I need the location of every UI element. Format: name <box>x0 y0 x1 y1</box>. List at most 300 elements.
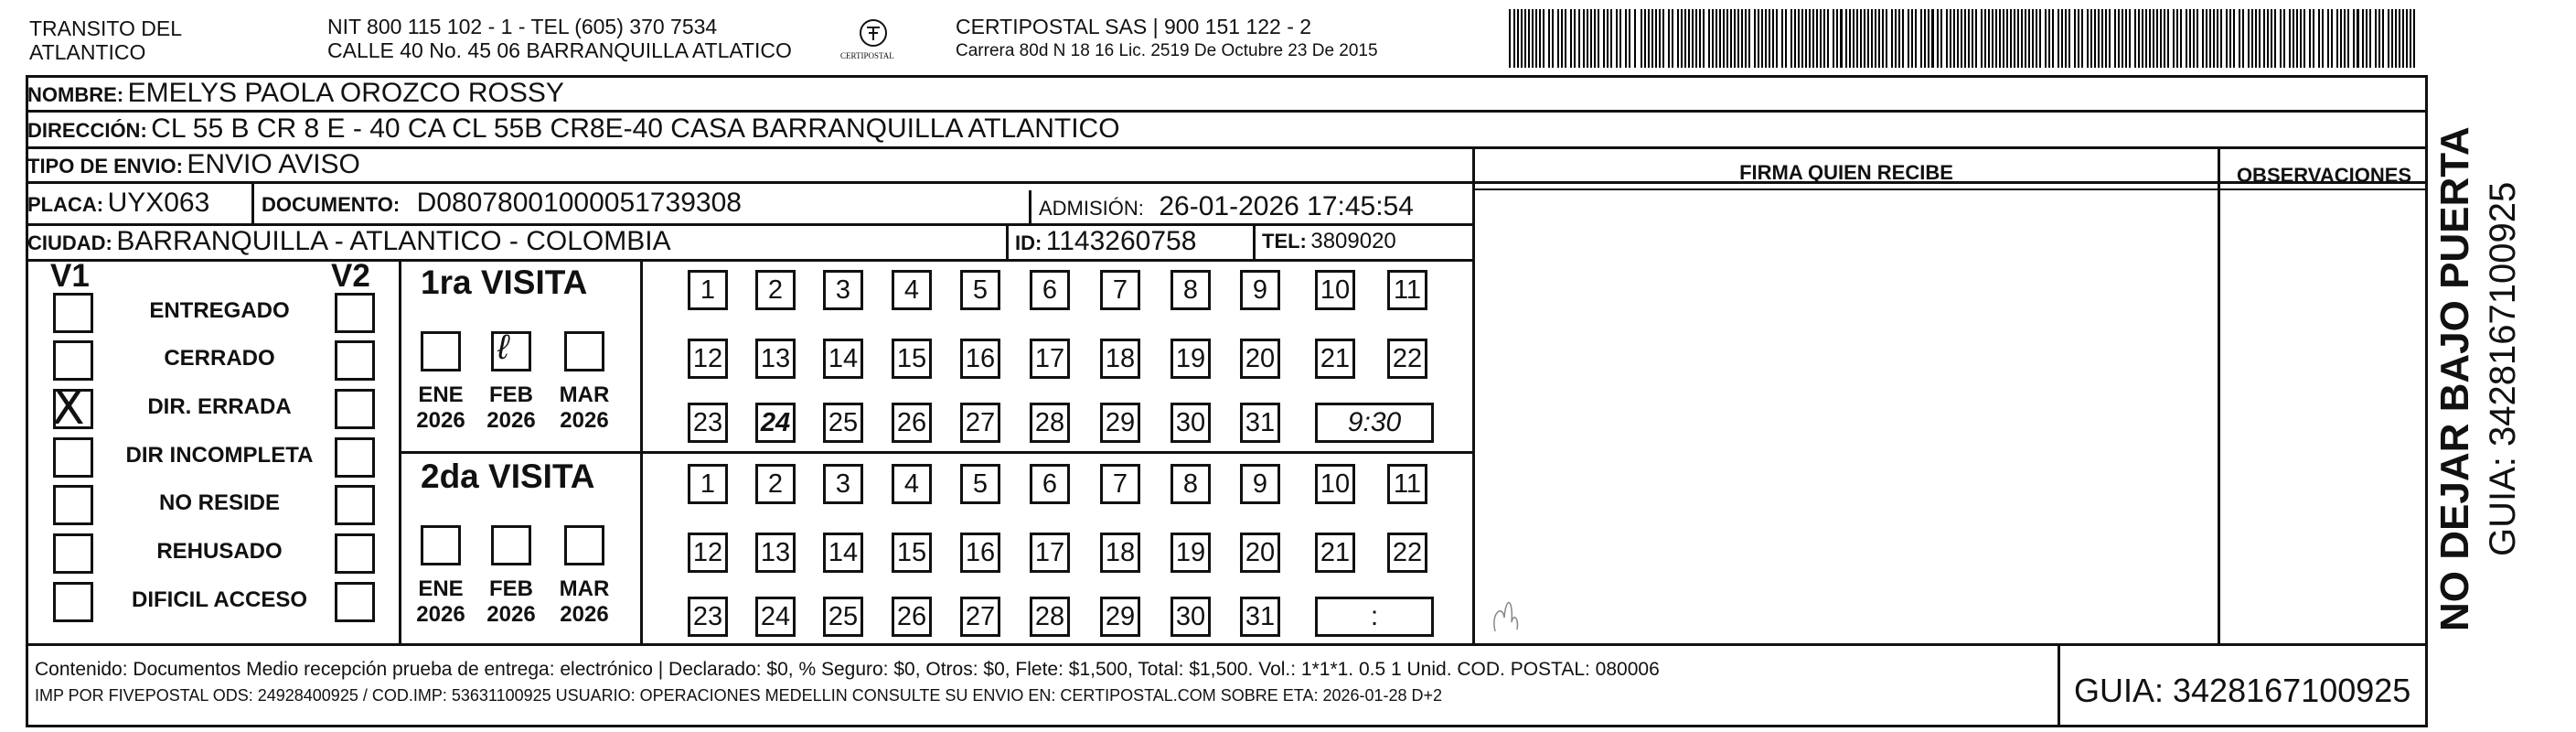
issuer-nit: NIT 800 115 102 - 1 - TEL (605) 370 7534 <box>327 15 718 38</box>
barcode-bar <box>2362 9 2364 68</box>
barcode-bar <box>2193 9 2195 68</box>
barcode-bar <box>2209 9 2211 68</box>
day-box[interactable]: 1 <box>688 270 728 310</box>
year-label: 2026 <box>486 602 536 627</box>
barcode-bar <box>1730 9 1732 68</box>
v1-checkbox[interactable] <box>53 437 93 478</box>
barcode-bar <box>2065 9 2067 68</box>
barcode-bar <box>1634 9 1636 68</box>
barcode-bar <box>2164 9 2165 68</box>
day-box[interactable]: 19 <box>1170 533 1211 573</box>
barcode-bar <box>2145 9 2147 68</box>
barcode-bar <box>2375 9 2377 68</box>
barcode-bar <box>2078 9 2079 68</box>
barcode-bar <box>1875 9 1876 68</box>
status-option-label: REHUSADO <box>156 539 283 564</box>
barcode-bar <box>2293 9 2294 68</box>
time-box[interactable] <box>1315 403 1434 443</box>
barcode-bar <box>1950 9 1951 68</box>
barcode-bar <box>2220 9 2222 68</box>
barcode-bar <box>1552 9 1554 68</box>
barcode-bar <box>1878 9 1880 68</box>
barcode-bar <box>1785 9 1787 68</box>
barcode-bar <box>2105 9 2107 68</box>
day-box[interactable]: 19 <box>1170 339 1211 379</box>
day-box[interactable]: 15 <box>892 533 932 573</box>
status-option-label: CERRADO <box>164 346 275 371</box>
day-box[interactable]: 31 <box>1240 403 1280 443</box>
barcode-bar <box>1703 9 1705 68</box>
day-box[interactable]: 18 <box>1100 339 1140 379</box>
documento-row <box>262 187 742 220</box>
barcode-bar <box>2303 9 2305 68</box>
barcode-bar <box>1659 9 1661 68</box>
company-license: Carrera 80d N 18 16 Lic. 2519 De Octubre 23 De 2015 <box>956 41 1378 60</box>
barcode-bar <box>1940 9 1942 68</box>
barcode-bar <box>2399 9 2400 68</box>
barcode-bar <box>1548 9 1550 68</box>
barcode-bar <box>1681 9 1683 68</box>
barcode-bar <box>1509 9 1511 68</box>
v1-checkbox[interactable] <box>53 293 93 333</box>
barcode-bar <box>2378 9 2380 68</box>
day-box[interactable]: 13 <box>755 533 796 573</box>
signature-area[interactable] <box>1475 192 2218 643</box>
barcode-bar <box>2090 9 2092 68</box>
day-box[interactable]: 5 <box>960 270 1000 310</box>
issuer-name-line2: ATLANTICO <box>29 40 146 64</box>
day-box[interactable]: 30 <box>1170 597 1211 637</box>
first-visit-title: 1ra VISITA <box>421 264 588 301</box>
barcode-bar <box>1625 9 1627 68</box>
day-box[interactable]: 22 <box>1387 533 1427 573</box>
day-box[interactable]: 12 <box>688 339 728 379</box>
barcode-bar <box>1662 9 1664 68</box>
barcode-bar <box>1734 9 1736 68</box>
signature-scribble <box>1486 586 1532 640</box>
barcode-bar <box>2318 9 2320 68</box>
direccion-label: DIRECCIÓN: <box>27 119 147 142</box>
barcode-bar <box>2366 9 2368 68</box>
barcode-bar <box>1772 9 1774 68</box>
barcode-bar <box>1827 9 1829 68</box>
barcode-bar <box>2094 9 2096 68</box>
barcode-bar <box>1964 9 1966 68</box>
day-box[interactable]: 29 <box>1100 403 1140 443</box>
issuer-address: CALLE 40 No. 45 06 BARRANQUILLA ATLATICO <box>327 38 792 62</box>
barcode-bar <box>2251 9 2253 68</box>
barcode-bar <box>1712 9 1714 68</box>
barcode-bar <box>2098 9 2100 68</box>
day-box[interactable]: 28 <box>1030 403 1070 443</box>
barcode-bar <box>1557 9 1559 68</box>
barcode-bar <box>1517 9 1519 68</box>
barcode-bar <box>2239 9 2240 68</box>
barcode-bar <box>2274 9 2276 68</box>
barcode-bar <box>2296 9 2298 68</box>
barcode-bar <box>1528 9 1530 68</box>
v1-checkbox[interactable] <box>53 533 93 574</box>
day-box[interactable]: 10 <box>1315 464 1355 504</box>
barcode-bar <box>1981 9 1983 68</box>
v1-checkbox[interactable] <box>53 582 93 622</box>
barcode-bar <box>1798 9 1800 68</box>
barcode-bar <box>1708 9 1710 68</box>
tel-row <box>1262 225 1396 258</box>
time-value: 9:30 <box>1347 407 1402 437</box>
ciudad-value: BARRANQUILLA - ATLANTICO - COLOMBIA <box>116 226 671 256</box>
barcode-bar <box>1607 9 1609 68</box>
day-box[interactable]: 7 <box>1100 464 1140 504</box>
barcode-bar <box>2134 9 2136 68</box>
barcode-bar <box>1864 9 1865 68</box>
day-box[interactable]: 22 <box>1387 339 1427 379</box>
month-checkbox[interactable] <box>421 525 461 565</box>
v1-checkbox[interactable] <box>52 381 93 436</box>
barcode-bar <box>2226 9 2228 68</box>
year-label: 2026 <box>416 602 465 627</box>
day-box[interactable]: 21 <box>1315 533 1355 573</box>
barcode-bar <box>2353 9 2355 68</box>
barcode-bar <box>1761 9 1763 68</box>
day-box[interactable]: 23 <box>688 597 728 637</box>
day-box[interactable]: 24 <box>755 597 796 637</box>
barcode-bar <box>2087 9 2089 68</box>
no-dejar-warning: NO DEJAR BAJO PUERTA <box>2432 126 2477 631</box>
barcode-bar <box>1999 9 2001 68</box>
barcode-bar <box>1833 9 1834 68</box>
month-checkbox[interactable] <box>491 328 531 371</box>
barcode-bar <box>1754 9 1756 68</box>
barcode-bar <box>2259 9 2261 68</box>
barcode-bar <box>2189 9 2191 68</box>
year-label: 2026 <box>486 408 536 433</box>
day-box[interactable]: 7 <box>1100 270 1140 310</box>
tel-label: TEL: <box>1262 230 1307 253</box>
day-box[interactable]: 3 <box>823 270 863 310</box>
day-box[interactable]: 16 <box>960 339 1000 379</box>
v1-label: V1 <box>50 258 90 294</box>
observaciones-area[interactable] <box>2220 192 2428 643</box>
barcode-bar <box>1776 9 1778 68</box>
month-checkbox[interactable] <box>491 525 531 565</box>
barcode-bar <box>1871 9 1873 68</box>
status-option-label: NO RESIDE <box>158 490 281 515</box>
barcode-bar <box>1781 9 1783 68</box>
barcode-bar <box>1719 9 1721 68</box>
barcode-bar <box>1716 9 1717 68</box>
year-label: 2026 <box>560 408 609 433</box>
barcode-bar <box>2006 9 2008 68</box>
admision-label: ADMISIÓN: <box>1039 197 1144 220</box>
barcode-bar <box>1801 9 1803 68</box>
barcode-bar <box>1741 9 1743 68</box>
day-box[interactable]: 12 <box>688 533 728 573</box>
issuer-contact <box>327 15 792 62</box>
barcode-bar <box>2322 9 2324 68</box>
v1-checkbox[interactable] <box>53 485 93 525</box>
day-box[interactable]: 6 <box>1030 464 1070 504</box>
barcode-bar <box>1521 9 1523 68</box>
barcode-bar <box>1651 9 1653 68</box>
day-box[interactable]: 3 <box>823 464 863 504</box>
barcode-bar <box>2032 9 2034 68</box>
time-box[interactable] <box>1315 597 1434 637</box>
barcode-bar <box>1677 9 1679 68</box>
barcode-bar <box>2217 9 2218 68</box>
barcode-bar <box>2180 9 2182 68</box>
barcode-bar <box>2101 9 2103 68</box>
barcode-bar <box>1699 9 1701 68</box>
barcode-bar <box>1849 9 1851 68</box>
barcode-bar <box>1598 9 1599 68</box>
tipo-label: TIPO DE ENVIO: <box>27 155 183 178</box>
barcode-bar <box>1769 9 1770 68</box>
barcode-bar <box>1961 9 1962 68</box>
barcode-bar <box>1898 9 1900 68</box>
day-box[interactable]: 4 <box>892 270 932 310</box>
day-box[interactable]: 31 <box>1240 597 1280 637</box>
barcode-bar <box>1565 9 1566 68</box>
barcode-bar <box>2255 9 2257 68</box>
barcode-bar <box>1908 9 1909 68</box>
barcode-bar <box>2300 9 2302 68</box>
barcode-bar <box>2153 9 2154 68</box>
barcode-bar <box>1672 9 1673 68</box>
id-value: 1143260758 <box>1045 226 1197 256</box>
day-box[interactable] <box>755 403 796 443</box>
guia-side: GUIA: 3428167100925 <box>2483 181 2523 556</box>
day-box[interactable]: 26 <box>892 597 932 637</box>
day-box[interactable]: 27 <box>960 403 1000 443</box>
day-box[interactable]: 28 <box>1030 597 1070 637</box>
firma-label: FIRMA QUIEN RECIBE <box>1739 161 1953 184</box>
barcode-bar <box>2176 9 2178 68</box>
barcode-bar <box>1823 9 1825 68</box>
day-box[interactable]: 6 <box>1030 270 1070 310</box>
barcode-bar <box>1794 9 1796 68</box>
barcode-bar <box>2061 9 2063 68</box>
barcode-bar <box>1619 9 1621 68</box>
barcode-bar <box>1845 9 1847 68</box>
barcode-bar <box>2017 9 2019 68</box>
day-box[interactable]: 25 <box>823 597 863 637</box>
barcode-bar <box>1726 9 1728 68</box>
status-option-label: DIFICIL ACCESO <box>131 587 307 612</box>
barcode-bar <box>2202 9 2204 68</box>
day-box[interactable]: 5 <box>960 464 1000 504</box>
barcode-bar <box>2149 9 2151 68</box>
observaciones-label: OBSERVACIONES <box>2236 164 2412 187</box>
day-box[interactable]: 23 <box>688 403 728 443</box>
admision-row <box>1039 190 1414 223</box>
day-box[interactable]: 8 <box>1170 270 1211 310</box>
barcode-bar <box>2068 9 2070 68</box>
day-box[interactable]: 16 <box>960 533 1000 573</box>
company-info <box>956 15 1378 64</box>
day-box[interactable]: 11 <box>1387 464 1427 504</box>
day-box[interactable]: 11 <box>1387 270 1427 310</box>
day-box[interactable]: 9 <box>1240 270 1280 310</box>
barcode-bar <box>1587 9 1588 68</box>
barcode-bar <box>1590 9 1592 68</box>
ciudad-label: CIUDAD: <box>27 231 112 254</box>
day-box[interactable]: 15 <box>892 339 932 379</box>
barcode-bar <box>2122 9 2123 68</box>
barcode-bar <box>2271 9 2272 68</box>
logo-text: CERTIPOSTAL <box>840 51 894 60</box>
barcode-bar <box>1992 9 1993 68</box>
footer-content: Contenido: Documentos Medio recepción prueba de entrega: electrónico | Declarado: $0, % Seguro: $0, Otros: $0, Flete: $1,500, Total: $1,500. Vol.: 1*1*1. 0.5 1 Unid. COD. POSTAL: 080006 <box>35 659 1660 680</box>
barcode-bar <box>2114 9 2116 68</box>
barcode-bar <box>2186 9 2187 68</box>
barcode-bar <box>2267 9 2269 68</box>
v2-label: V2 <box>331 258 370 294</box>
month-label: MAR <box>559 382 610 407</box>
barcode-bar <box>2010 9 2012 68</box>
barcode-bar <box>2229 9 2231 68</box>
barcode-bar <box>2048 9 2050 68</box>
day-box[interactable]: 2 <box>755 270 796 310</box>
second-visit-title: 2da VISITA <box>421 458 595 495</box>
month-checkbox[interactable] <box>564 331 604 371</box>
barcode-bar <box>2206 9 2207 68</box>
barcode-bar <box>2025 9 2026 68</box>
barcode-bar <box>1543 9 1545 68</box>
barcode-bar <box>1886 9 1887 68</box>
month-checkbox[interactable] <box>421 331 461 371</box>
day-box[interactable]: 18 <box>1100 533 1140 573</box>
barcode-bar <box>1805 9 1807 68</box>
nombre-row <box>27 77 564 110</box>
documento-value: D080780010000517393​08 <box>416 188 742 218</box>
barcode-bar <box>2081 9 2083 68</box>
nombre-value: EMELYS PAOLA OROZCO ROSSY <box>127 78 564 108</box>
documento-label: DOCUMENTO: <box>262 193 401 216</box>
barcode-bar <box>2014 9 2015 68</box>
day-box[interactable]: 20 <box>1240 533 1280 573</box>
barcode-bar <box>1629 9 1630 68</box>
barcode-bar <box>2410 9 2411 68</box>
barcode-bar <box>2283 9 2285 68</box>
barcode-bar <box>1812 9 1814 68</box>
barcode-bar <box>1610 9 1612 68</box>
barcode-bar <box>2313 9 2314 68</box>
barcode-bar <box>1895 9 1897 68</box>
day-box[interactable]: 10 <box>1315 270 1355 310</box>
barcode-bar <box>1695 9 1697 68</box>
v1-checkbox[interactable] <box>53 340 93 381</box>
barcode-bar <box>1692 9 1694 68</box>
barcode-bar <box>2402 9 2404 68</box>
placa-value: UYX063 <box>107 188 210 218</box>
barcode-bar <box>1816 9 1818 68</box>
tipo-value: ENVIO AVISO <box>187 149 360 179</box>
barcode-bar <box>2395 9 2397 68</box>
barcode-bar <box>1574 9 1576 68</box>
barcode-bar <box>2391 9 2393 68</box>
barcode-bar <box>2388 9 2389 68</box>
barcode-bar <box>2160 9 2162 68</box>
barcode-bar <box>2039 9 2041 68</box>
barcode-bar <box>2213 9 2215 68</box>
nombre-label: NOMBRE: <box>27 83 124 106</box>
status-option-label: ENTREGADO <box>149 298 290 323</box>
day-box[interactable]: 8 <box>1170 464 1211 504</box>
day-box[interactable]: 17 <box>1030 533 1070 573</box>
barcode-bar <box>2248 9 2250 68</box>
barcode-bar <box>1975 9 1977 68</box>
day-box[interactable]: 30 <box>1170 403 1211 443</box>
barcode-bar <box>2142 9 2143 68</box>
barcode-bar <box>1882 9 1884 68</box>
barcode-bar <box>1840 9 1843 68</box>
month-checkbox[interactable] <box>564 525 604 565</box>
barcode-bar <box>2413 9 2415 68</box>
day-box[interactable]: 21 <box>1315 339 1355 379</box>
company-name: CERTIPOSTAL SAS | 900 151 122 - 2 <box>956 15 1312 38</box>
barcode-bar <box>2125 9 2127 68</box>
barcode-bar <box>2197 9 2198 68</box>
barcode-bar <box>1765 9 1767 68</box>
barcode-bar <box>1820 9 1822 68</box>
day-box[interactable]: 1 <box>688 464 728 504</box>
day-box[interactable]: 25 <box>823 403 863 443</box>
day-box[interactable]: 9 <box>1240 464 1280 504</box>
barcode-bar <box>2309 9 2311 68</box>
day-box[interactable]: 20 <box>1240 339 1280 379</box>
day-box[interactable]: 2 <box>755 464 796 504</box>
barcode-bar <box>2347 9 2349 68</box>
barcode-bar <box>2109 9 2111 68</box>
barcode-bar <box>1758 9 1759 68</box>
barcode-bar <box>2382 9 2384 68</box>
barcode-bar <box>1946 9 1948 68</box>
barcode-bar <box>2129 9 2131 68</box>
day-box[interactable]: 17 <box>1030 339 1070 379</box>
barcode-bar <box>1594 9 1596 68</box>
barcode-bar <box>1809 9 1811 68</box>
barcode-bar <box>1668 9 1670 68</box>
barcode-bar <box>1723 9 1725 68</box>
barcode-bar <box>1867 9 1869 68</box>
month-label: FEB <box>489 576 533 601</box>
direccion-value: CL 55 B CR 8 E - 40 CA CL 55B CR8E-40 CASA BARRANQUILLA ATLANTICO <box>151 113 1120 144</box>
barcode-bar <box>2036 9 2037 68</box>
day-box[interactable]: 29 <box>1100 597 1140 637</box>
barcode-bar <box>1928 9 1929 68</box>
day-box[interactable]: 27 <box>960 597 1000 637</box>
barcode-bar <box>1957 9 1959 68</box>
barcode-bar <box>2173 9 2175 68</box>
barcode-bar <box>1984 9 1986 68</box>
day-box[interactable]: 13 <box>755 339 796 379</box>
footer-print-info: IMP POR FIVEPOSTAL ODS: 24928400925 / COD.IMP: 53631100925 USUARIO: OPERACIONES MEDELLIN CONSULTE SU ENVIO EN: CERTIPOSTAL.COM SOBRE ETA: 2026-01-28 D+2 <box>35 686 1443 705</box>
barcode-bar <box>2003 9 2004 68</box>
barcode-bar <box>2280 9 2282 68</box>
barcode-bar <box>1539 9 1541 68</box>
year-label: 2026 <box>416 408 465 433</box>
barcode-bar <box>1578 9 1580 68</box>
day-box[interactable]: 14 <box>823 339 863 379</box>
day-box[interactable]: 26 <box>892 403 932 443</box>
month-label: MAR <box>559 576 610 601</box>
barcode-bar <box>1655 9 1657 68</box>
day-box[interactable]: 14 <box>823 533 863 573</box>
barcode-bar <box>1937 9 1939 68</box>
day-box[interactable]: 4 <box>892 464 932 504</box>
barcode-bar <box>1953 9 1955 68</box>
